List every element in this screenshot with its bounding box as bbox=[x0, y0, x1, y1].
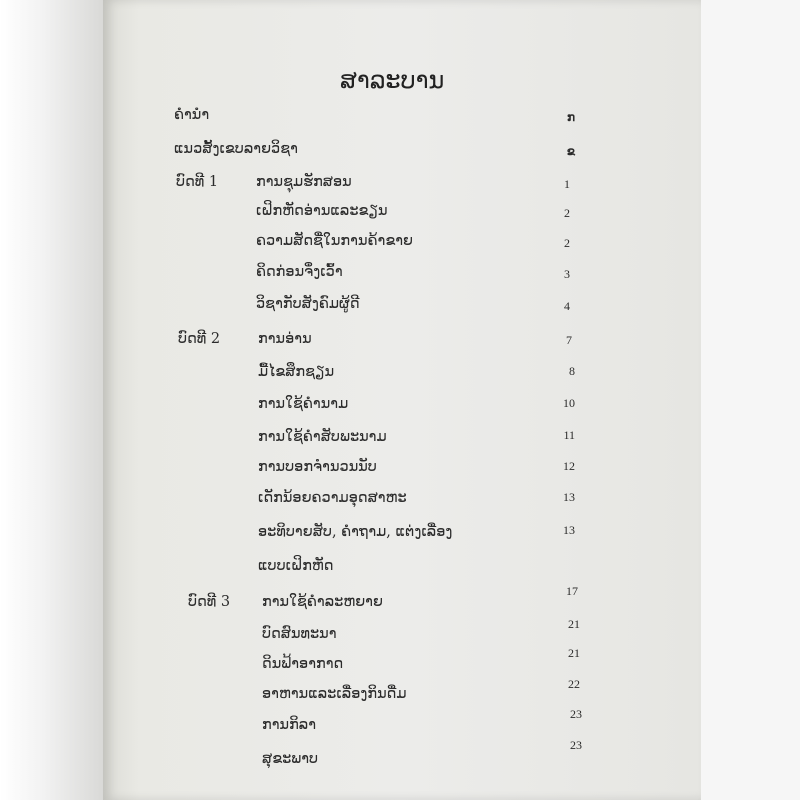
chapter-1-label: ບົດທີ 1 bbox=[176, 174, 219, 190]
toc-entry: ມື້ໄຂສຶກຊຽນ bbox=[258, 364, 335, 380]
toc-page-number: 8 bbox=[569, 364, 575, 378]
toc-entry: ຄິດກ່ອນຈຶ່ງເວົ້າ bbox=[256, 264, 343, 280]
toc-page-number: 2 bbox=[564, 206, 570, 220]
toc-entry: ການໃຊ້ຄຳລະຫຍາຍ bbox=[262, 594, 383, 610]
toc-entry: ວິຊາກັບສັງຄົມຜູ້ດີ bbox=[256, 296, 360, 312]
toc-entry: ອາຫານແລະເລື່ອງກິນດື່ມ bbox=[262, 686, 407, 702]
toc-page-number: 21 bbox=[568, 617, 580, 631]
toc-entry: ການບອກຈຳນວນນັບ bbox=[258, 459, 377, 475]
toc-page-number: 22 bbox=[568, 677, 580, 691]
toc-entry: ຄວາມສັດຊື່ໃນການຄ້າຂາຍ bbox=[256, 233, 414, 249]
toc-page-number: 1 bbox=[564, 177, 570, 191]
toc-entry: ການໃຊ້ຄຳສັບພະນາມ bbox=[258, 429, 387, 445]
toc-page-number: 7 bbox=[566, 333, 572, 347]
toc-page-number: 3 bbox=[564, 267, 570, 281]
toc-page-number: 10 bbox=[563, 396, 575, 410]
toc-page-number: 17 bbox=[566, 584, 578, 598]
chapter-2-label: ບົດທີ 2 bbox=[178, 331, 221, 347]
toc-entry-preface: ຄຳນຳ bbox=[174, 107, 210, 123]
toc-entry: ອະທິບາຍສັບ, ຄຳຖາມ, ແຕ່ງເລື່ອງ bbox=[258, 524, 453, 540]
toc-page-number: 11 bbox=[563, 428, 575, 442]
toc-entry: ເຝິກຫັດອ່ານແລະຂຽນ bbox=[256, 203, 388, 219]
toc-entry: ສຸຂະພາບ bbox=[262, 751, 319, 767]
toc-entry: ດິນຟ້າອາກາດ bbox=[262, 656, 344, 672]
toc-page-number: 12 bbox=[563, 459, 575, 473]
toc-page-number: 23 bbox=[570, 738, 582, 752]
toc-page-number: 2 bbox=[564, 236, 570, 250]
toc-entry: ການຊຸມຮັກສອນ bbox=[256, 174, 352, 190]
toc-entry: ບົດສົນທະນາ bbox=[262, 626, 337, 642]
toc-page-number: 21 bbox=[568, 646, 580, 660]
toc-entry: ແບບເຝິກຫັດ bbox=[258, 558, 334, 574]
background-right-margin bbox=[701, 0, 800, 800]
toc-page-number: 23 bbox=[570, 707, 582, 721]
toc-page-number: 13 bbox=[563, 490, 575, 504]
toc-title: ສາລະບານ bbox=[340, 66, 445, 94]
toc-page-preface: ກ bbox=[566, 110, 575, 124]
toc-page-number: 4 bbox=[564, 299, 570, 313]
chapter-3-label: ບົດທີ 3 bbox=[188, 594, 231, 610]
toc-page-guide: ຂ bbox=[566, 144, 575, 158]
toc-entry: ການກິລາ bbox=[262, 717, 317, 733]
toc-entry: ການອ່ານ bbox=[258, 331, 312, 347]
toc-entry: ການໃຊ້ຄຳນາມ bbox=[258, 396, 349, 412]
background-left-margin bbox=[0, 0, 103, 800]
toc-entry-guide: ແນວສັ້ງເຂບລາຍວິຊາ bbox=[174, 141, 298, 157]
toc-page-number: 13 bbox=[563, 523, 575, 537]
toc-entry: ເດັກນ້ອຍຄວາມອຸດສາຫະ bbox=[258, 490, 407, 506]
